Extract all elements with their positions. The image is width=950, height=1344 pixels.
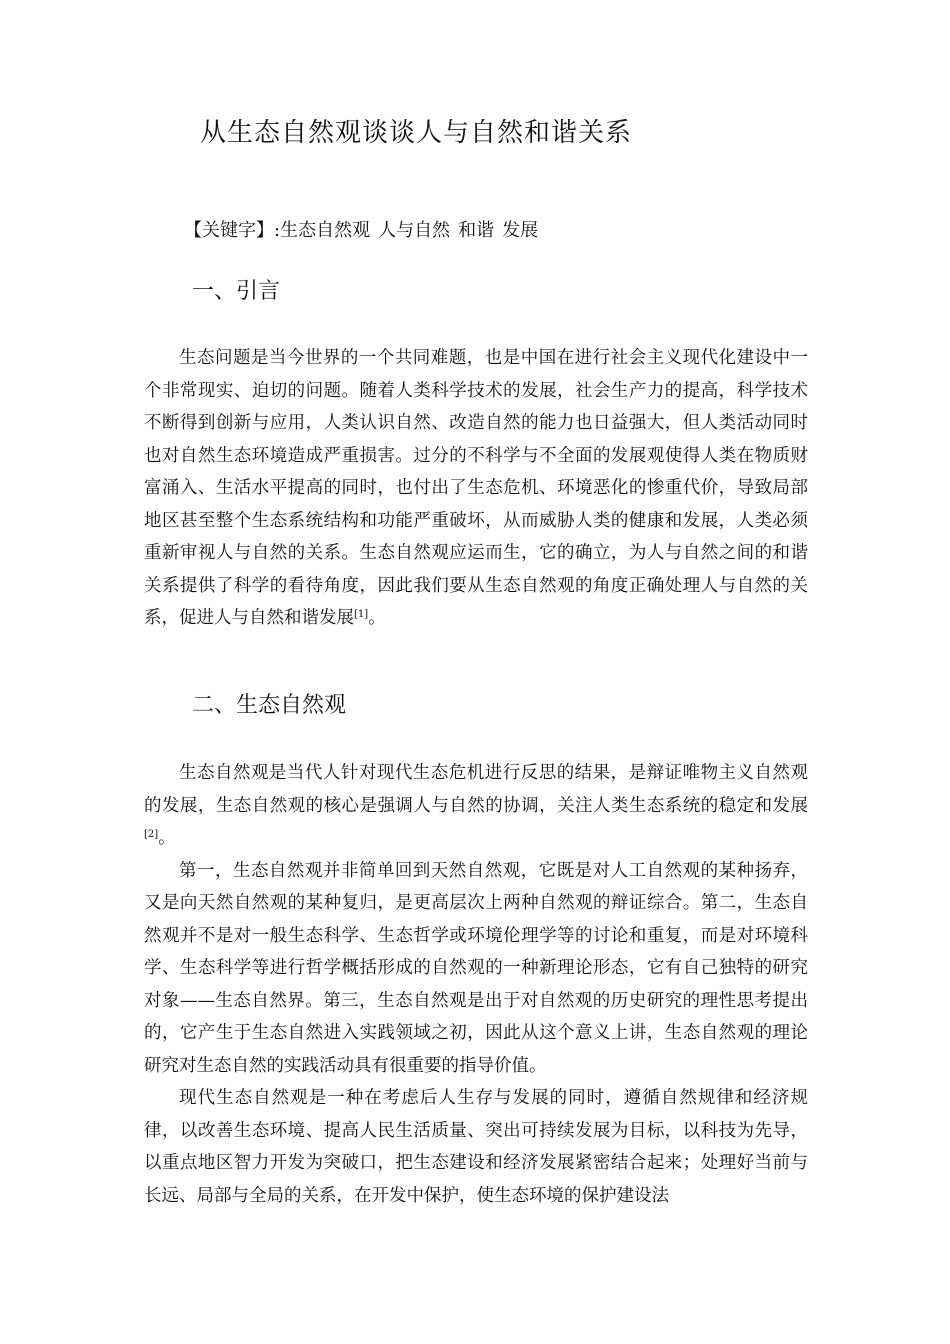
paragraph [144,757,808,855]
keyword-term: 发展 [502,220,539,241]
reference-marker: [2] [144,829,159,840]
keyword-term: 人与自然 [378,220,451,241]
section-heading-introduction: 一、引言 [192,279,281,304]
paragraph-text: 第一，生态自然观并非简单回到天然自然观，它既是对人工自然观的某种扬弃，又是向天然自然观的某种复归，是更高层次上两种自然观的辩证综合。第二，生态自然观并不是对一般生态科学、生态哲学或环境伦理学等的讨论和重复，而是对环境科学、生态科学等进行哲学概括形成的自然观的一种新理论形态，它有自己独特的研究对象——生态自然界。第三，生态自然观是出于对自然观的历史研究的理性思考提出的，它产生于生态自然进入实践领域之初，因此从这个意义上讲，生态自然观的理论研究对生态自然的实践活动具有很重要的指导价值。 [144,860,808,1076]
paragraph [144,855,808,1083]
document-title: 从生态自然观谈谈人与自然和谐关系 [200,118,633,148]
paragraph [144,1082,808,1212]
keywords-label: 【关键字】: [184,220,281,241]
section-body-ecological-view [144,757,808,1212]
paragraph-tail: 。 [158,828,176,848]
section-body-introduction [144,342,808,635]
keywords-line [184,216,546,242]
paragraph-text: 生态自然观是当代人针对现代生态危机进行反思的结果，是辩证唯物主义自然观的发展，生态自然观的核心是强调人与自然的协调，关注人类生态系统的稳定和发展 [144,763,808,816]
reference-marker: [1] [354,609,369,620]
paragraph-text: 生态问题是当今世界的一个共同难题，也是中国在进行社会主义现代化建设中一个非常现实、迫切的问题。随着人类科学技术的发展，社会生产力的提高，科学技术不断得到创新与应用，人类认识自然、改造自然的能力也日益强大，但人类活动同时也对自然生态环境造成严重损害。过分的不科学与不全面的发展观使得人类在物质财富涌入、生活水平提高的同时，也付出了生态危机、环境恶化的惨重代价，导致局部地区甚至整个生态系统结构和功能严重破坏，从而威胁人类的健康和发展，人类必须重新审视人与自然的关系。生态自然观应运而生，它的确立，为人与自然之间的和谐关系提供了科学的看待角度，因此我们要从生态自然观的角度正确处理人与自然的关系，促进人与自然和谐发展 [144,348,808,628]
keyword-term: 生态自然观 [280,220,371,241]
paragraph-text: 现代生态自然观是一种在考虑后人生存与发展的同时，遵循自然规律和经济规律，以改善生态环境、提高人民生活质量、突出可持续发展为目标，以科技为先导，以重点地区智力开发为突破口，把生态建设和经济发展紧密结合起来；处理好当前与长远、局部与全局的关系，在开发中保护，使生态环境的保护建设法 [144,1088,808,1206]
paragraph [144,342,808,635]
keyword-term: 和谐 [458,220,495,241]
section-heading-ecological-view: 二、生态自然观 [192,693,347,718]
paragraph-tail: 。 [368,608,386,628]
